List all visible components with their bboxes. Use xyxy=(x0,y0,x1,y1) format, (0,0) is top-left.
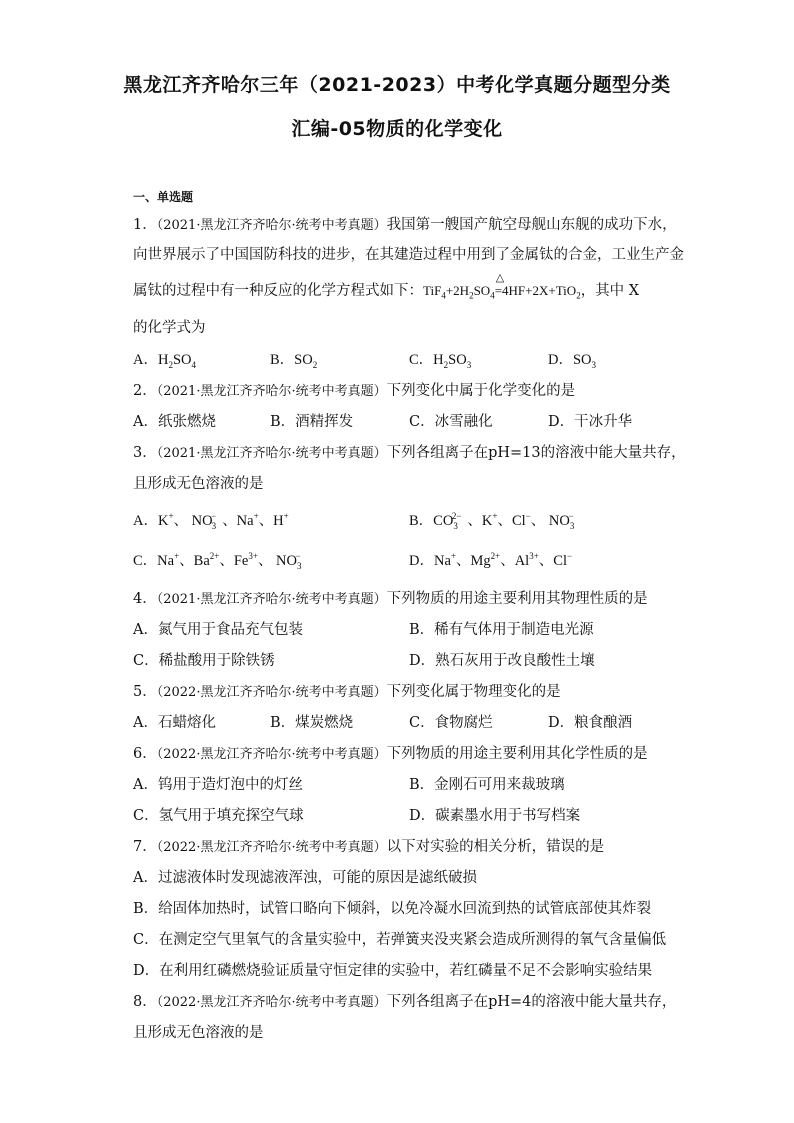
question-source: （2022·黑龙江齐齐哈尔·统考中考真题） xyxy=(156,685,387,700)
option-d[interactable]: D．在利用红磷燃烧验证质量守恒定律的实验中，若红磷量不足不会影响实验结果 xyxy=(133,963,653,979)
question-6 xyxy=(133,742,648,763)
option-c[interactable]: C．稀盐酸用于除铁锈 xyxy=(133,653,275,669)
option-a[interactable]: A．纸张燃烧 xyxy=(133,414,216,430)
question-number: 6． xyxy=(133,746,157,762)
question-text: 下列物质的用途主要利用其化学性质的是 xyxy=(386,746,648,762)
question-source: （2022·黑龙江齐齐哈尔·统考中考真题） xyxy=(156,747,387,762)
question-number: 2． xyxy=(133,383,157,399)
option-b[interactable]: B．酒精挥发 xyxy=(270,414,354,430)
option-c[interactable]: C．食物腐烂 xyxy=(409,715,493,731)
question-text: 下列变化中属于化学变化的是 xyxy=(386,383,576,399)
option-b[interactable]: B．金刚石可用来裁玻璃 xyxy=(409,777,565,793)
question-text: 下列各组离子在pH=13的溶液中能大量共存， xyxy=(386,445,686,461)
document-title-line2: 汇编-05物质的化学变化 xyxy=(291,118,503,140)
question-1-line2: 向世界展示了中国国防科技的进步，在其建造过程中用到了金属钛的合金，工业生产金 xyxy=(133,247,684,263)
option-b[interactable]: B．$SO_2$ xyxy=(270,352,318,370)
option-c[interactable]: C．冰雪融化 xyxy=(409,414,493,430)
question-source: （2021·黑龙江齐齐哈尔·统考中考真题） xyxy=(156,384,387,399)
document-title-line1: 黑龙江齐齐哈尔三年（2021-2023）中考化学真题分题型分类 xyxy=(123,74,671,96)
option-d[interactable]: D．熟石灰用于改良酸性土壤 xyxy=(409,653,595,669)
option-d[interactable]: D．干冰升华 xyxy=(548,414,633,430)
question-8-line2: 且形成无色溶液的是 xyxy=(133,1025,264,1041)
question-2 xyxy=(133,379,575,400)
option-d[interactable]: D．粮食酿酒 xyxy=(548,715,633,731)
option-d[interactable]: D．碳素墨水用于书写档案 xyxy=(409,808,581,824)
option-a[interactable]: A．氮气用于食品充气包装 xyxy=(133,622,303,638)
question-number: 5． xyxy=(133,684,157,700)
question-text: 我国第一艘国产航空母舰山东舰的成功下水， xyxy=(386,217,677,233)
question-source: （2022·黑龙江齐齐哈尔·统考中考真题） xyxy=(156,995,387,1010)
question-5 xyxy=(133,680,561,701)
option-b[interactable]: B．煤炭燃烧 xyxy=(270,715,354,731)
question-4 xyxy=(133,587,648,608)
question-1-line3 xyxy=(133,272,640,301)
option-a[interactable]: A．K+、 $NO_3^-$ 、Na+、H+ xyxy=(133,511,289,531)
question-text: 下列变化属于物理变化的是 xyxy=(386,684,561,700)
question-text: 下列各组离子在pH=4的溶液中能大量共存， xyxy=(386,994,677,1010)
question-number: 3． xyxy=(133,445,157,461)
question-source: （2022·黑龙江齐齐哈尔·统考中考真题） xyxy=(156,840,387,855)
option-a[interactable]: A．石蜡熔化 xyxy=(133,715,216,731)
question-source: （2021·黑龙江齐齐哈尔·统考中考真题） xyxy=(156,446,387,461)
option-b[interactable]: B．稀有气体用于制造电光源 xyxy=(409,622,594,638)
question-3 xyxy=(133,441,686,462)
question-8 xyxy=(133,990,676,1011)
chemical-equation: $TiF_4+2H_2SO_4=$ △ 4HF+2X+TiO$_2$ xyxy=(423,272,581,301)
option-c[interactable]: C．Na+、$Ba^{2+}$、$Fe^{3+}$、 $NO_3^-$ xyxy=(133,551,302,571)
question-number: 8． xyxy=(133,994,157,1010)
question-text: 以下对实验的相关分析，错误的是 xyxy=(386,839,605,855)
question-text: 下列物质的用途主要利用其物理性质的是 xyxy=(386,591,648,607)
question-number: 1． xyxy=(133,217,157,233)
option-a[interactable]: A．过滤液体时发现滤液浑浊，可能的原因是滤纸破损 xyxy=(133,870,477,886)
question-text: 属钛的过程中有一种反应的化学方程式如下： xyxy=(133,283,423,299)
question-7 xyxy=(133,835,604,856)
section-heading: 一、单选题 xyxy=(133,190,194,204)
option-a[interactable]: A．$H_2SO_4$ xyxy=(133,352,196,370)
option-c[interactable]: C．在测定空气里氧气的含量实验中，若弹簧夹没夹紧会造成所测得的氧气含量偏低 xyxy=(133,932,667,948)
option-b[interactable]: B．$CO_3^{2-}$ 、K+、Cl−、 $NO_3^-$ xyxy=(409,511,575,531)
question-1-line4: 的化学式为 xyxy=(133,320,206,336)
question-text: ，其中 X xyxy=(580,283,640,299)
option-d[interactable]: D．Na+、$Mg^{2+}$、$Al^{3+}$、Cl− xyxy=(409,551,573,569)
option-a[interactable]: A．钨用于造灯泡中的灯丝 xyxy=(133,777,303,793)
option-b[interactable]: B．给固体加热时，试管口略向下倾斜，以免冷凝水回流到热的试管底部使其炸裂 xyxy=(133,901,652,917)
question-3-line2: 且形成无色溶液的是 xyxy=(133,476,264,492)
option-d[interactable]: D．$SO_3$ xyxy=(548,352,597,370)
question-number: 4． xyxy=(133,591,157,607)
question-source: （2021·黑龙江齐齐哈尔·统考中考真题） xyxy=(156,218,387,233)
option-c[interactable]: C．$H_2SO_3$ xyxy=(409,352,472,370)
question-source: （2021·黑龙江齐齐哈尔·统考中考真题） xyxy=(156,592,387,607)
question-1 xyxy=(133,213,677,234)
question-number: 7． xyxy=(133,839,157,855)
option-c[interactable]: C．氢气用于填充探空气球 xyxy=(133,808,304,824)
